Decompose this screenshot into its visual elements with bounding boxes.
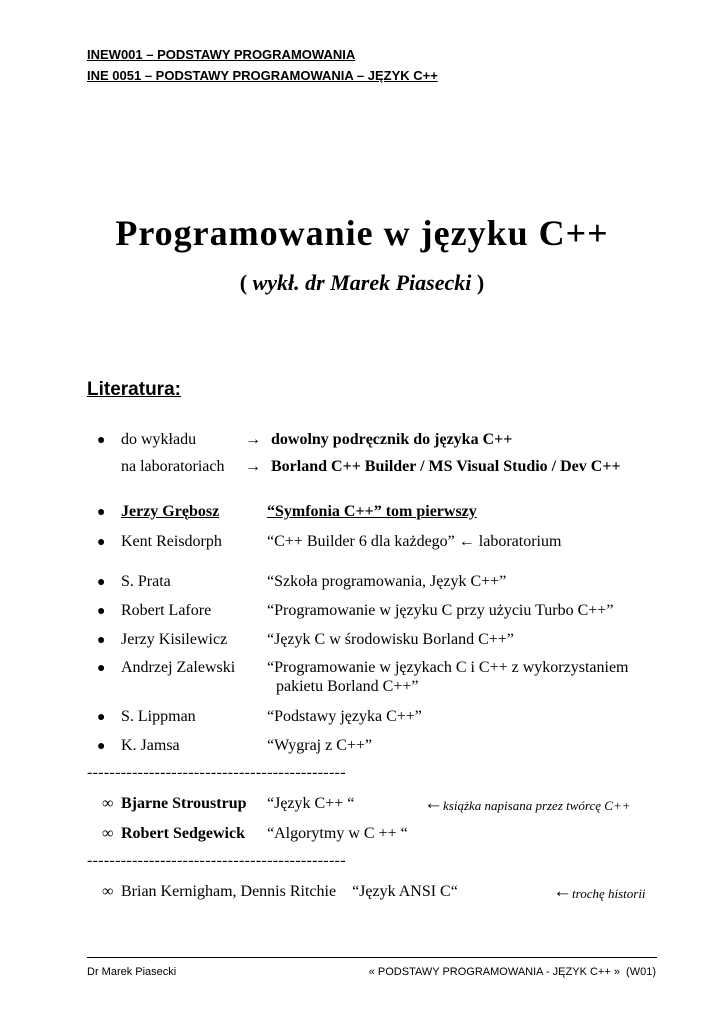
- intro-lab-value: Borland C++ Builder / MS Visual Studio / Dev C++: [271, 458, 621, 475]
- classic-note: książka napisana przez twórcę C++: [443, 798, 631, 813]
- document-subtitle: [0, 270, 724, 296]
- book-title: “Podstawy języka C++”: [267, 708, 422, 725]
- infinity-icon: ∞: [102, 825, 114, 842]
- book-title: “Język C w środowisku Borland C++”: [267, 631, 514, 648]
- bullet-icon: ●: [97, 710, 106, 725]
- book-author: K. Jamsa: [121, 737, 180, 754]
- classic-author: Robert Sedgewick: [121, 825, 245, 842]
- infinity-icon: ∞: [102, 795, 114, 812]
- separator: ----------------------------------------------: [87, 764, 346, 781]
- intro-lecture-label: do wykładu: [121, 431, 197, 448]
- arrow-right-icon: →: [245, 458, 261, 475]
- footer-course: « PODSTAWY PROGRAMOWANIA - JĘZYK C++ » (W01): [368, 966, 656, 978]
- arrow-right-icon: →: [245, 431, 261, 448]
- bullet-icon: ●: [97, 433, 106, 448]
- book-title: “Wygraj z C++”: [267, 737, 373, 754]
- book-title: “Programowanie w języku C przy użyciu Turbo C++”: [267, 602, 614, 619]
- book-author: Jerzy Grębosz: [121, 503, 220, 520]
- book-title: “C++ Builder 6 dla każdego” ← laboratorium: [267, 533, 562, 550]
- book-author: Kent Reisdorph: [121, 533, 222, 550]
- subtitle-open: (: [239, 270, 253, 295]
- document-title: Programowanie w języku C++: [115, 213, 609, 253]
- lecturer-name: wykł. dr Marek Piasecki: [252, 270, 472, 295]
- underline-gap: [196, 503, 268, 521]
- intro-lecture-value: dowolny podręcznik do języka C++: [271, 431, 513, 448]
- book-title: “Programowanie w językach C i C++ z wykorzystaniem: [267, 659, 629, 676]
- book-author: Robert Lafore: [121, 602, 212, 619]
- classic-title: “Algorytmy w C ++ “: [267, 825, 408, 842]
- intro-lab-label: na laboratoriach: [121, 458, 225, 475]
- book-author: Andrzej Zalewski: [121, 659, 236, 676]
- footer-divider: [87, 957, 657, 958]
- classic-title: “Język C++ “: [267, 795, 355, 812]
- book-title-continuation: pakietu Borland C++”: [276, 678, 419, 695]
- book-author: Jerzy Kisilewicz: [121, 631, 228, 648]
- book-author: S. Lippman: [121, 708, 196, 725]
- infinity-icon: ∞: [102, 883, 114, 900]
- arrow-left-icon: ←: [424, 793, 443, 814]
- bullet-icon: ●: [97, 575, 106, 590]
- book-author: S. Prata: [121, 573, 171, 590]
- bullet-icon: ●: [97, 739, 106, 754]
- literature-heading: Literatura:: [87, 379, 181, 400]
- subtitle-close: ): [471, 270, 485, 295]
- history-entry: Brian Kernigham, Dennis Ritchie “Język ANSI C“: [121, 883, 458, 900]
- arrow-left-icon: ←: [553, 881, 572, 902]
- book-title: “Szkoła programowania, Język C++”: [267, 573, 507, 590]
- course-code-line-1: INEW001 – PODSTAWY PROGRAMOWANIA: [87, 47, 356, 62]
- course-code-line-2: INE 0051 – PODSTAWY PROGRAMOWANIA – JĘZYK C++: [87, 68, 438, 83]
- footer-author: Dr Marek Piasecki: [87, 966, 177, 978]
- book-title: “Symfonia C++” tom pierwszy: [267, 503, 477, 520]
- history-note: trochę historii: [572, 886, 646, 901]
- classic-author: Bjarne Stroustrup: [121, 795, 247, 812]
- bullet-icon: ●: [97, 604, 106, 619]
- bullet-icon: ●: [97, 505, 106, 520]
- bullet-icon: ●: [97, 633, 106, 648]
- separator: ----------------------------------------------: [87, 852, 346, 869]
- bullet-icon: ●: [97, 661, 106, 676]
- bullet-icon: ●: [97, 535, 106, 550]
